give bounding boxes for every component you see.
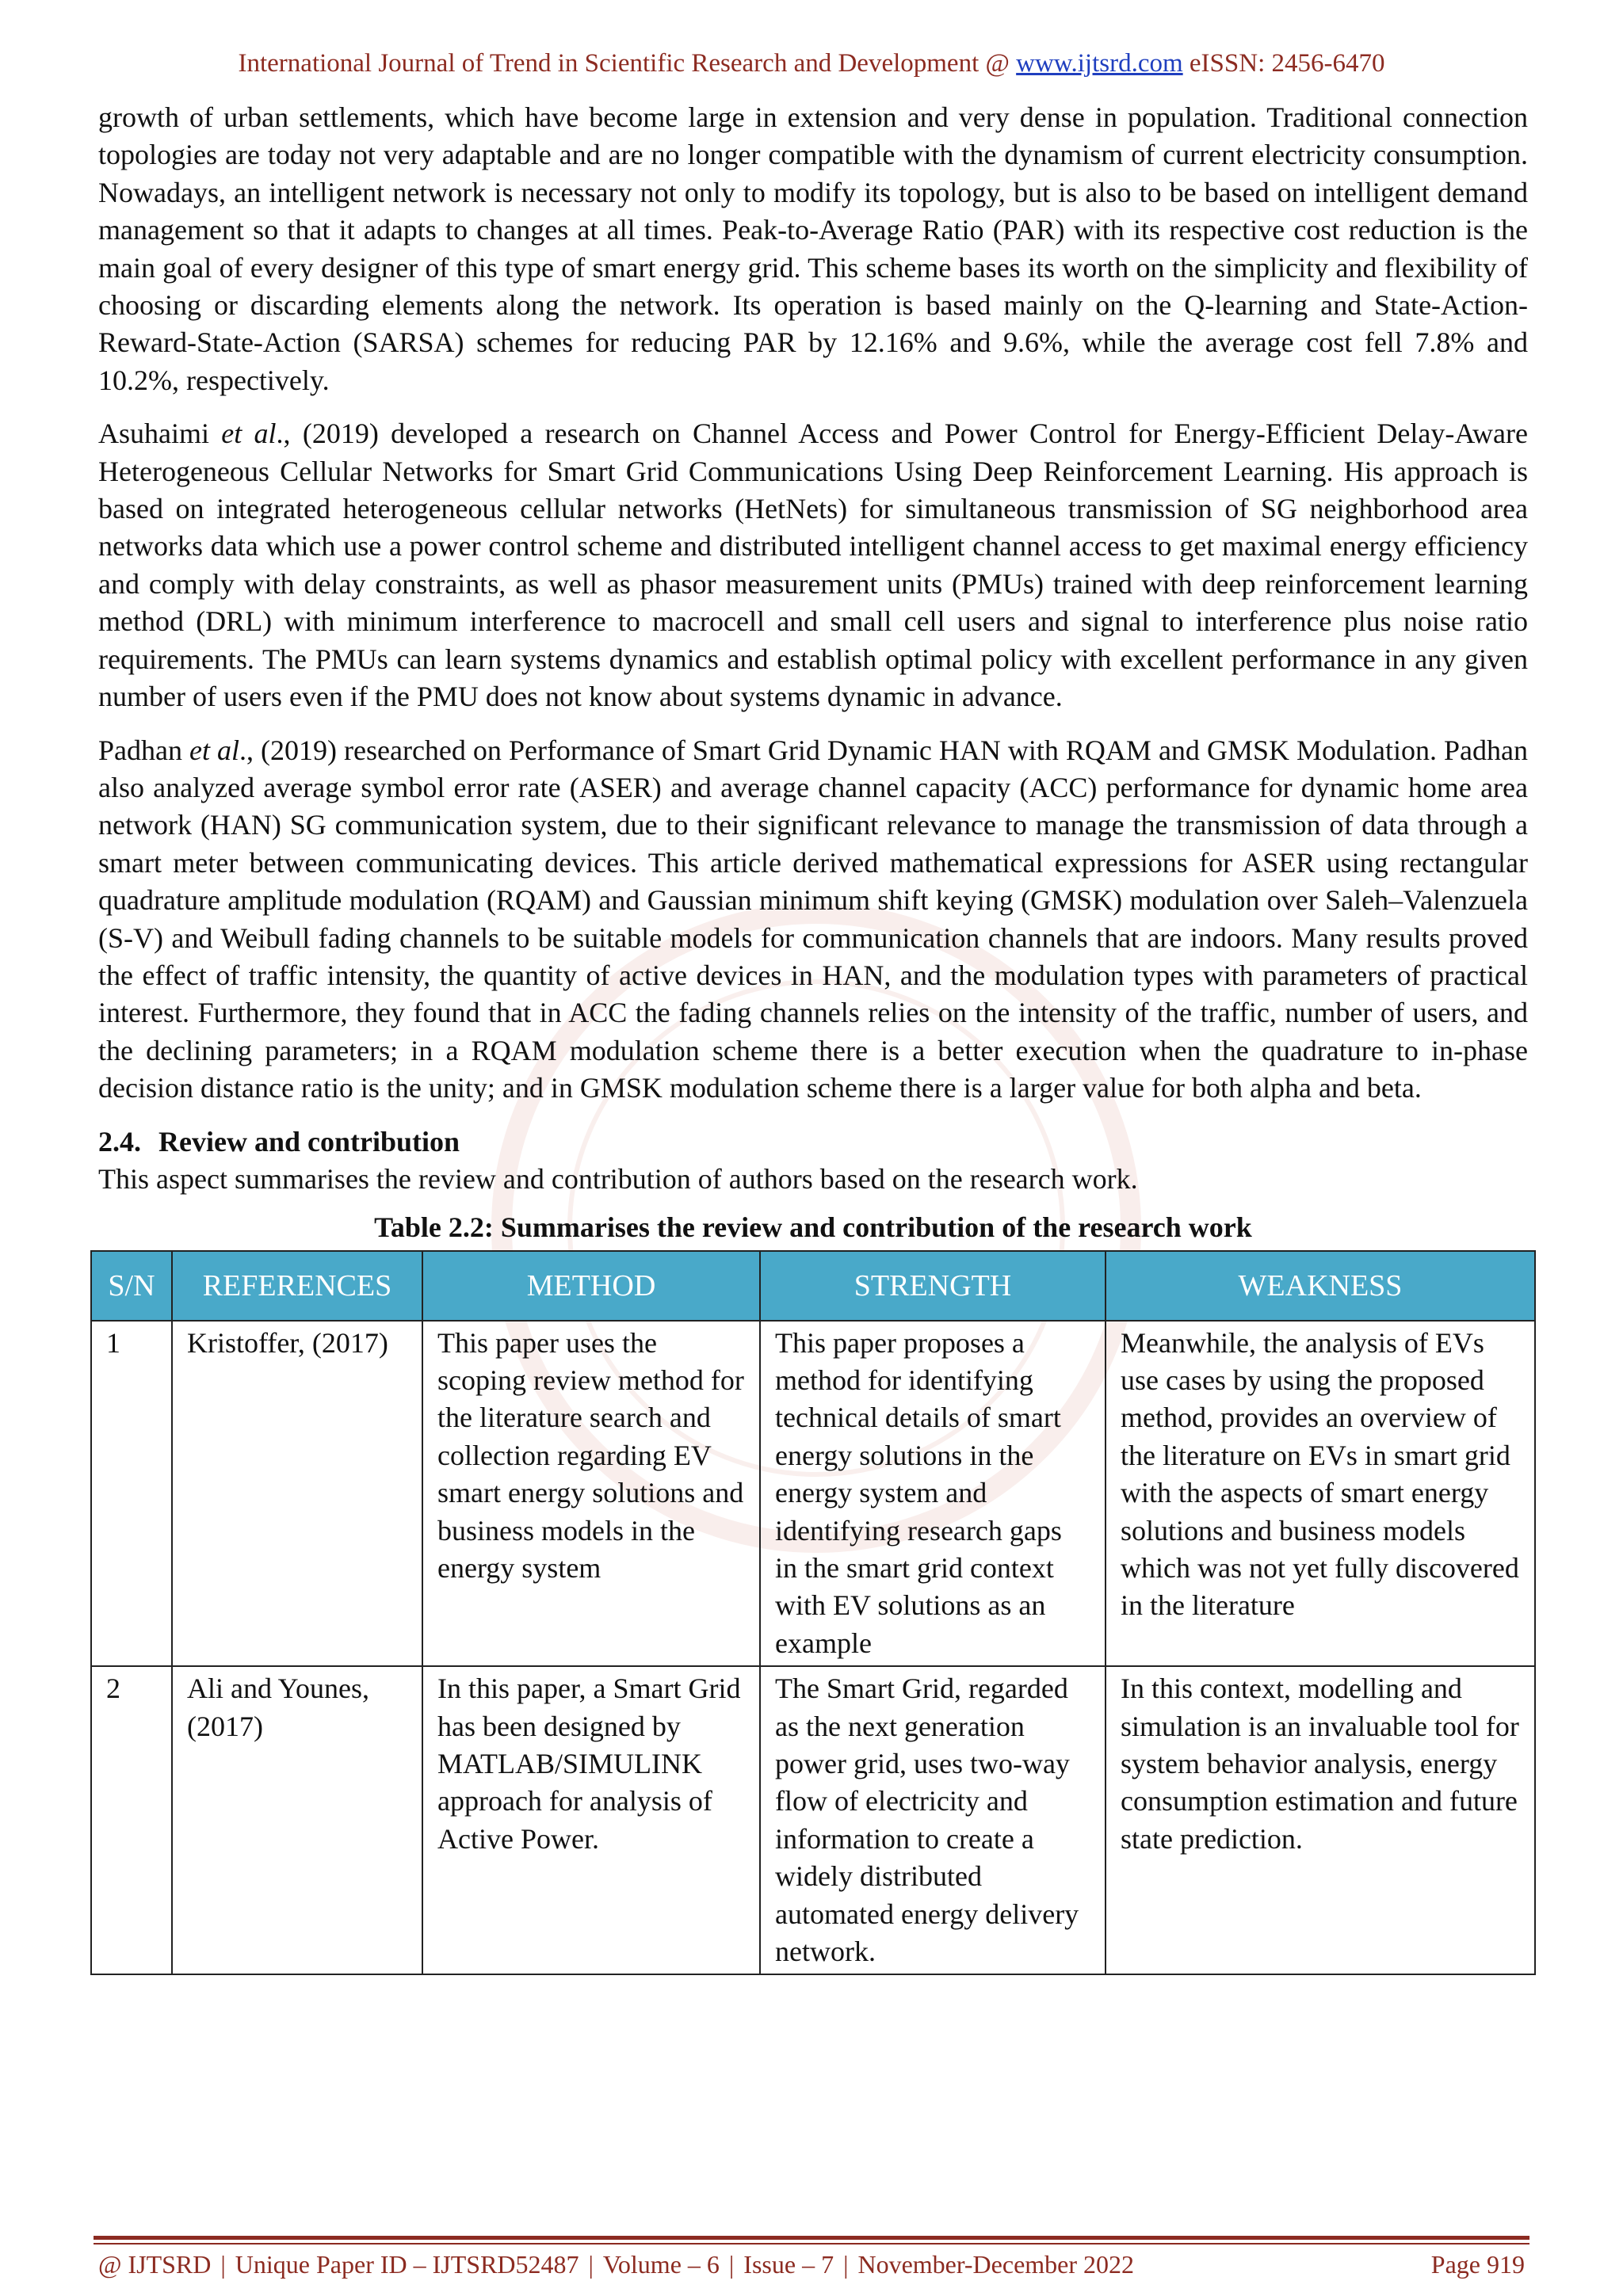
cell-sn: 1 [91,1321,172,1667]
cell-strength: This paper proposes a method for identifying technical details of smart energy solutions in the energy system and identifying research gaps in the smart grid context with EV solutions as an example [760,1321,1106,1667]
cell-strength: The Smart Grid, regarded as the next generation power grid, uses two-way flow of electricity and information to create a widely distributed automated energy delivery network. [760,1666,1106,1974]
page-number: Page 919 [1430,2250,1525,2279]
header-prefix: International Journal of Trend in Scientific Research and Development @ [238,49,1017,78]
table-header-row [91,1251,1535,1321]
footer-paper-id: Unique Paper ID – IJTSRD52487 [235,2250,579,2279]
paragraph-asuhaimi [98,415,1528,715]
page-header [0,49,1623,78]
header-strength: STRENGTH [760,1251,1106,1321]
page-content [98,99,1528,1975]
table-row [91,1666,1535,1974]
table-caption: Table 2.2: Summarises the review and contribution of the research work [374,1211,1252,1243]
section-number: 2.4. [98,1125,141,1158]
footer-date: November-December 2022 [857,2250,1135,2279]
header-issn: eISSN: 2456-6470 [1182,49,1385,78]
footer-meta: @ IJTSRD | Unique Paper ID – IJTSRD52487 | Volume – 6 | Issue – 7 | November-December 2022 [98,2250,1135,2279]
header-method: METHOD [422,1251,760,1321]
cell-references: Kristoffer, (2017) [172,1321,422,1667]
et-al: et al [189,734,240,766]
author-name: Padhan [98,734,189,766]
cell-weakness: Meanwhile, the analysis of EVs use cases by using the proposed method, provides an overview of the literature on EVs in smart grid with the aspects of smart energy solutions and business models which was not yet fully discovered in the literature [1106,1321,1535,1667]
journal-website-link[interactable]: www.ijtsrd.com [1016,49,1183,78]
footer-volume: Volume – 6 [602,2250,720,2279]
cell-method: In this paper, a Smart Grid has been designed by MATLAB/SIMULINK approach for analysis of Active Power. [422,1666,760,1974]
et-al: et al [221,418,277,450]
table-row [91,1321,1535,1667]
header-sn: S/N [91,1251,172,1321]
header-weakness: WEAKNESS [1106,1251,1535,1321]
section-heading [98,1123,1528,1161]
review-table [90,1250,1536,1976]
header-references: REFERENCES [172,1251,422,1321]
paragraph-padhan [98,732,1528,1108]
footer-rule-thin [94,2243,1529,2245]
paragraph-text: ., (2019) developed a research on Channel Access and Power Control for Energy-Efficient Delay-Aware Heterogeneous Cellular Networks for Smart Grid Communications Using Deep Reinforcement Learning. His approach is based on integrated heterogeneous cellular networks (HetNets) for simultaneous transmission of SG neighborhood area networks data which use a power control scheme and distributed intelligent channel access to get maximal energy efficiency and comply with delay constraints, as well as phasor measurement units (PMUs) trained with deep reinforcement learning method (DRL) with minimum interference to macrocell and small cell users and signal to interference plus noise ratio requirements. The PMUs can learn systems dynamics and establish optimal policy with excellent performance in any given number of users even if the PMU does not know about systems dynamic in advance. [98,418,1528,713]
author-name: Asuhaimi [98,418,222,450]
section-title: Review and contribution [158,1125,460,1158]
footer-rule [94,2236,1529,2240]
page-footer [98,2250,1525,2279]
footer-journal: @ IJTSRD [98,2250,212,2279]
cell-references: Ali and Younes, (2017) [172,1666,422,1974]
section-intro: This aspect summarises the review and contribution of authors based on the research work. [98,1162,1138,1195]
cell-method: This paper uses the scoping review method for the literature search and collection regarding EV smart energy solutions and business models in the energy system [422,1321,760,1667]
paragraph-text: ., (2019) researched on Performance of Smart Grid Dynamic HAN with RQAM and GMSK Modulation. Padhan also analyzed average symbol error rate (ASER) and average channel capacity (ACC) performance for dynamic home area network (HAN) SG communication system, due to their significant relevance to manage the transmission of data through a smart meter between communicating devices. This article derived mathematical expressions for ASER using rectangular quadrature amplitude modulation (RQAM) and Gaussian minimum shift keying (GMSK) modulation over Saleh–Valenzuela (S-V) and Weibull fading channels to be suitable models for communication channels that are indoors. Many results proved the effect of traffic intensity, the quantity of active devices in HAN, and the modulation types with parameters of practical interest. Furthermore, they found that in ACC the fading channels relies on the intensity of the traffic, number of users, and the declining parameters; in a RQAM modulation scheme there is a better execution when the quadrature to in-phase decision distance ratio is the unity; and in GMSK modulation scheme there is a larger value for both alpha and beta. [98,734,1528,1104]
cell-sn: 2 [91,1666,172,1974]
paragraph-urban-growth: growth of urban settlements, which have become large in extension and very dense in population. Traditional connection topologies are today not very adaptable and are no longer compatible with the dynamism of current electricity consumption. Nowadays, an intelligent network is necessary not only to modify its topology, but is also to be based on intelligent demand management so that it adapts to changes at all times. Peak-to-Average Ratio (PAR) with its respective cost reduction is the main goal of every designer of this type of smart energy grid. This scheme bases its worth on the simplicity and flexibility of choosing or discarding elements along the network. Its operation is based mainly on the Q-learning and State-Action-Reward-State-Action (SARSA) schemes for reducing PAR by 12.16% and 9.6%, while the average cost fell 7.8% and 10.2%, respectively. [98,101,1528,396]
footer-issue: Issue – 7 [743,2250,834,2279]
cell-weakness: In this context, modelling and simulation is an invaluable tool for system behavior analysis, energy consumption estimation and future state prediction. [1106,1666,1535,1974]
